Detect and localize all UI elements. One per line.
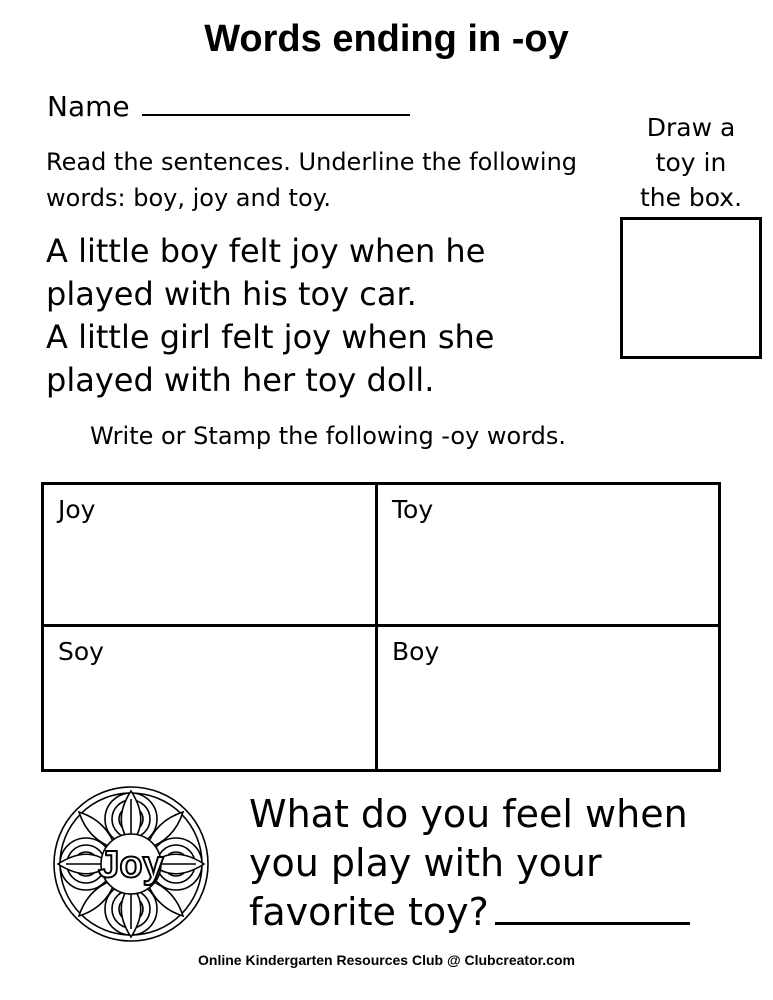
instructions: Read the sentences. Underline the following words: boy, joy and toy. (46, 148, 578, 212)
draw-prompt (620, 110, 762, 215)
word-cell-joy[interactable] (44, 485, 375, 627)
draw-box[interactable] (620, 217, 762, 359)
write-instruction: Write or Stamp the following -oy words. (90, 422, 567, 450)
word-label: Boy (392, 637, 440, 666)
word-cell-soy[interactable] (44, 627, 375, 769)
draw-prompt-line: the box. (639, 183, 743, 212)
word-label: Soy (58, 637, 104, 666)
name-line[interactable] (142, 88, 410, 116)
question-line: you play with your (249, 841, 602, 885)
name-field (47, 88, 410, 123)
word-cell-toy[interactable] (375, 485, 718, 627)
footer: Online Kindergarten Resources Club @ Clubcreator.com (198, 952, 575, 968)
draw-prompt-line: Draw a (646, 113, 736, 142)
joy-mandala-icon (52, 785, 210, 943)
sentence-line: A little girl felt joy when she (46, 318, 495, 356)
word-grid (41, 482, 721, 772)
word-cell-boy[interactable] (375, 627, 718, 769)
question-line: What do you feel when (249, 792, 688, 836)
sentence-line: played with his toy car. (46, 275, 417, 313)
answer-line[interactable] (495, 888, 690, 925)
word-label: Joy (58, 495, 96, 524)
question-line-answer (249, 888, 769, 937)
page-title: Words ending in -oy (204, 18, 569, 60)
sentences-block (46, 230, 606, 402)
name-label: Name (47, 90, 130, 123)
question-line: favorite toy? (249, 890, 489, 934)
draw-prompt-line: toy in (655, 148, 727, 177)
question-block (249, 790, 769, 937)
sentence-line: played with her toy doll. (46, 361, 435, 399)
emblem-text: Joy (98, 844, 164, 886)
word-label: Toy (392, 495, 434, 524)
sentence-line: A little boy felt joy when he (46, 232, 486, 270)
